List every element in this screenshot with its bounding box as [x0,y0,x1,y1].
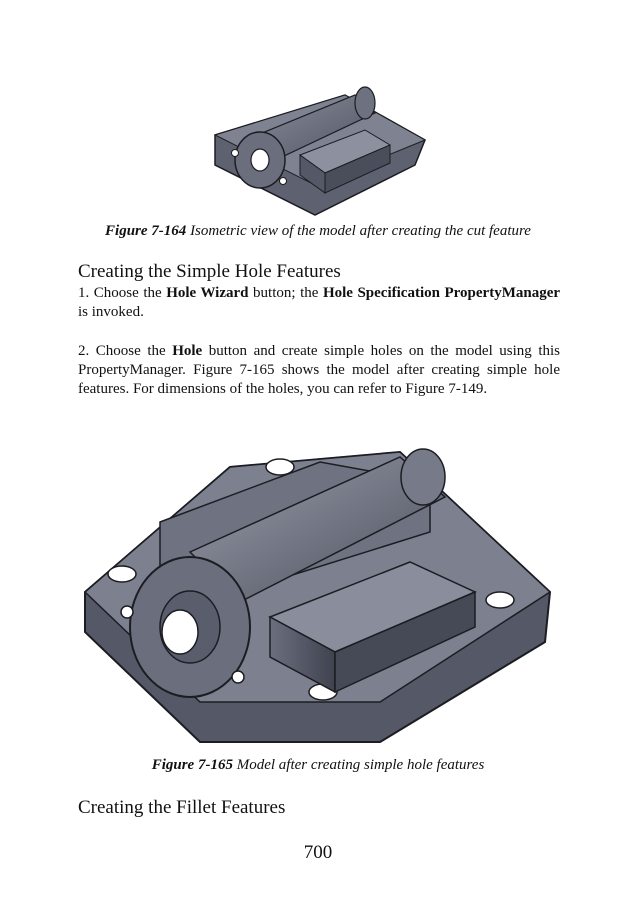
figure-7-164-caption [0,223,636,240]
page-number: 700 [303,842,333,863]
section-heading-fillet: Creating the Fillet Features [78,797,286,818]
figure-7-164-image [205,75,435,220]
step-2 [78,342,560,399]
step-text: is invoked. [78,304,144,320]
section-heading-simple-hole: Creating the Simple Hole Features [78,261,341,282]
step-text: button and create simple holes on the model using this PropertyManager. Figure 7-165 shows the model after creating simple hole features. For dimensions of the holes, you can refer to Figure 7-149. [78,343,560,397]
step-1 [78,284,560,322]
step-number: 2. [78,343,90,359]
hole-spec-term: Hole Specification PropertyManager [322,285,561,301]
step-text: Choose the [89,285,167,301]
step-text: button; the [248,285,323,301]
step-number: 1. [78,285,90,301]
hole-wizard-term: Hole Wizard [166,285,249,301]
figure-7-165-image [80,442,555,750]
caption-text: Isometric view of the model after creating the cut feature [186,223,531,239]
figure-label: Figure 7-165 [151,757,233,773]
figure-7-165-caption [0,757,636,774]
hole-term: Hole [172,343,203,359]
caption-text: Model after creating simple hole features [232,757,485,773]
figure-label: Figure 7-164 [105,223,187,239]
step-text: Choose the [89,343,173,359]
